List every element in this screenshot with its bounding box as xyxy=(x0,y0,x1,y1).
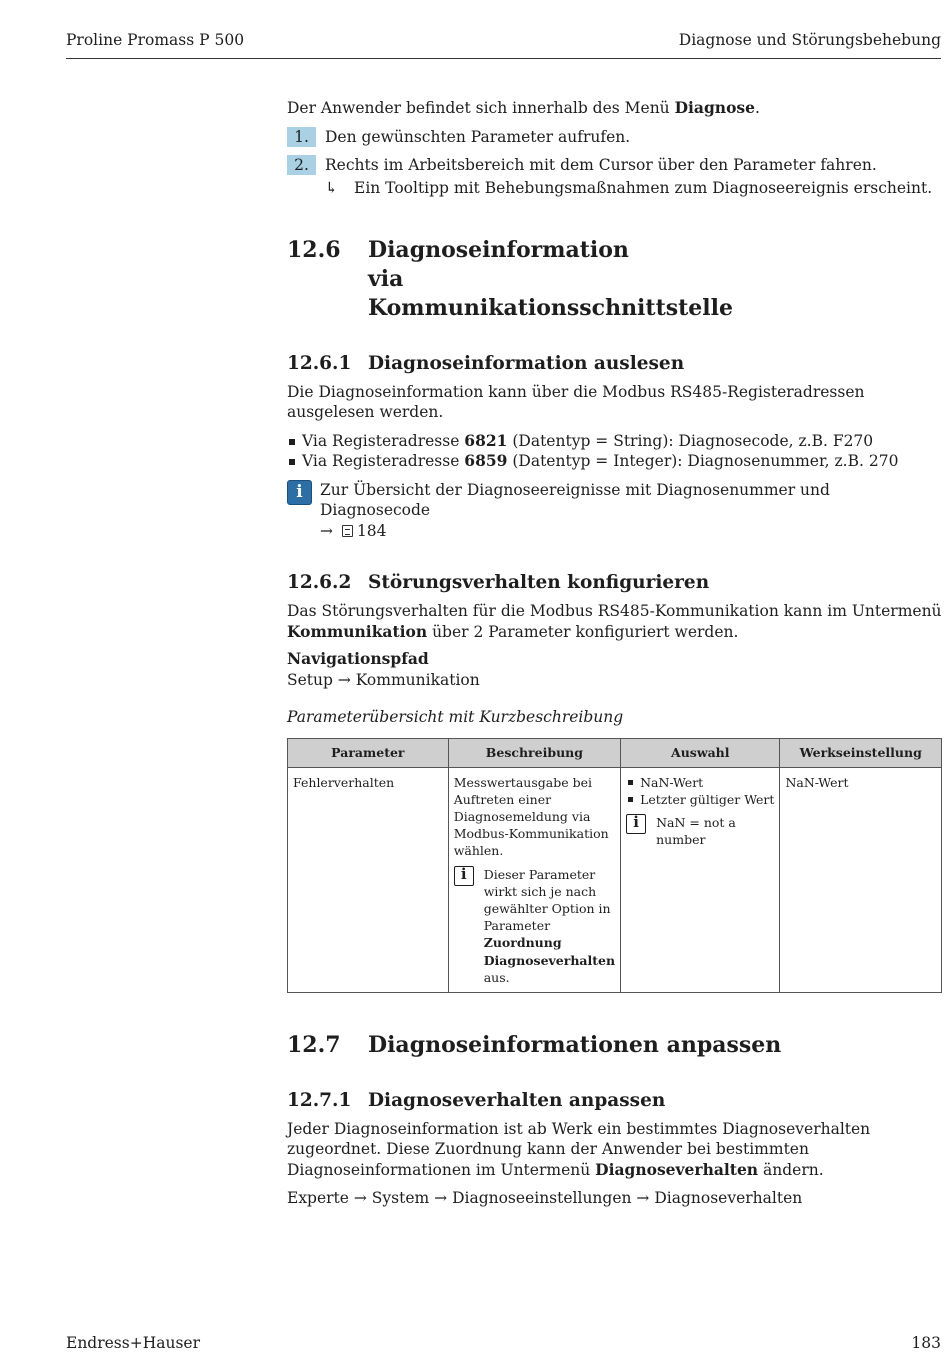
parameter-table xyxy=(287,738,942,993)
info-icon: i xyxy=(454,866,474,886)
cell-werkseinstellung: NaN-Wert xyxy=(780,767,942,992)
section-title: Diagnoseinformation auslesen xyxy=(368,352,685,374)
section-number: 12.7 xyxy=(287,1031,341,1058)
table-row xyxy=(288,767,942,992)
cell-beschreibung: Messwertausgabe bei Auftreten einer Diagnosemeldung via Modbus-Kommunikation wählen. i Dieser Parameter wirkt sich je nach gewählter Option in Parameter Zuordnung Diagnoseverhalten aus. xyxy=(448,767,620,992)
table-caption: Parameterübersicht mit Kurzbeschreibung xyxy=(287,708,624,726)
result-text: Ein Tooltipp mit Behebungsmaßnahmen zum Diagnoseereignis erscheint. xyxy=(354,178,933,197)
table-header-row xyxy=(288,738,942,767)
section-number: 12.6.2 xyxy=(287,572,352,593)
section-number: 12.7.1 xyxy=(287,1089,352,1111)
menu-path: Experte → System → Diagnoseeinstellungen → Diagnoseverhalten xyxy=(287,1189,803,1208)
section-title: Diagnoseinformation via Kommunikationsschnittstelle xyxy=(368,236,733,321)
section-heading-12-6-1 xyxy=(287,352,942,376)
column-header: Werkseinstellung xyxy=(780,738,942,767)
list-item: NaN-Wert xyxy=(626,774,774,791)
header-chapter: Diagnose und Störungsbehebung xyxy=(678,31,941,49)
result-arrow-icon: ↳ xyxy=(325,178,338,197)
info-note xyxy=(287,480,942,542)
section-heading-12-6-2 xyxy=(287,571,942,595)
section-heading-12-7 xyxy=(287,1031,942,1060)
list-item: Letzter gültiger Wert xyxy=(626,791,774,808)
step-number: 2. xyxy=(287,155,316,175)
cell-note: i NaN = not a number xyxy=(626,814,774,848)
cell-parameter: Fehlerverhalten xyxy=(288,767,449,992)
section-heading-12-7-1 xyxy=(287,1089,942,1113)
section-heading-12-6 xyxy=(287,236,942,323)
info-icon: i xyxy=(626,814,646,834)
column-header: Auswahl xyxy=(621,738,780,767)
nav-path: Setup → Kommunikation xyxy=(287,670,480,689)
step-text: Den gewünschten Parameter aufrufen. xyxy=(325,127,631,146)
step-result xyxy=(325,178,942,198)
header-product: Proline Promass P 500 xyxy=(66,31,245,49)
bullet-icon xyxy=(628,797,633,802)
section-title: Störungsverhalten konfigurieren xyxy=(368,572,710,593)
step-2 xyxy=(287,155,942,175)
section-title: Diagnoseverhalten anpassen xyxy=(368,1089,666,1111)
paragraph: Das Störungsverhalten für die Modbus RS485-Kommunikation kann im Untermenü Kommunikation über 2 Parameter konfiguriert werden. xyxy=(287,602,942,641)
header-rule xyxy=(66,58,941,59)
step-1 xyxy=(287,127,942,147)
list-item: Via Registeradresse 6859 (Datentyp = Integer): Diagnosenummer, z.B. 270 xyxy=(287,451,942,472)
bullet-icon xyxy=(289,439,295,445)
bullet-icon xyxy=(628,780,633,785)
bullet-icon xyxy=(289,459,295,465)
paragraph: Die Diagnoseinformation kann über die Modbus RS485-Registeradressen ausgelesen werden. xyxy=(287,382,865,421)
cell-note: i Dieser Parameter wirkt sich je nach gewählter Option in Parameter Zuordnung Diagnoseverhalten aus. xyxy=(454,866,615,986)
info-icon: i xyxy=(287,480,312,505)
page-content xyxy=(287,98,942,1209)
nav-label: Navigationspfad xyxy=(287,649,429,668)
step-text: Rechts im Arbeitsbereich mit dem Cursor über den Parameter fahren. xyxy=(325,155,877,174)
info-text: Zur Übersicht der Diagnoseereignisse mit Diagnosenummer und Diagnosecode xyxy=(320,480,830,519)
column-header: Parameter xyxy=(288,738,449,767)
section-title: Diagnoseinformationen anpassen xyxy=(368,1031,782,1058)
section-number: 12.6.1 xyxy=(287,352,352,374)
bullet-list xyxy=(287,431,942,472)
cell-auswahl xyxy=(621,767,780,992)
step-number: 1. xyxy=(287,127,316,147)
page-number: 183 xyxy=(911,1334,941,1352)
column-header: Beschreibung xyxy=(448,738,620,767)
arrow-right-icon: → xyxy=(320,521,333,540)
list-item: Via Registeradresse 6821 (Datentyp = String): Diagnosecode, z.B. F270 xyxy=(287,431,942,452)
intro-text: Der Anwender befindet sich innerhalb des Menü Diagnose. xyxy=(287,98,760,117)
footer-brand: Endress+Hauser xyxy=(66,1334,200,1352)
book-icon xyxy=(342,525,353,537)
paragraph: Jeder Diagnoseinformation ist ab Werk ein bestimmtes Diagnoseverhalten zugeordnet. Diese Zuordnung kann der Anwender bei bestimmten Diagnoseinformationen im Untermenü Diagnoseverhalten ändern. xyxy=(287,1119,871,1179)
page-reference[interactable]: → 184 xyxy=(320,521,387,540)
section-number: 12.6 xyxy=(287,236,341,263)
